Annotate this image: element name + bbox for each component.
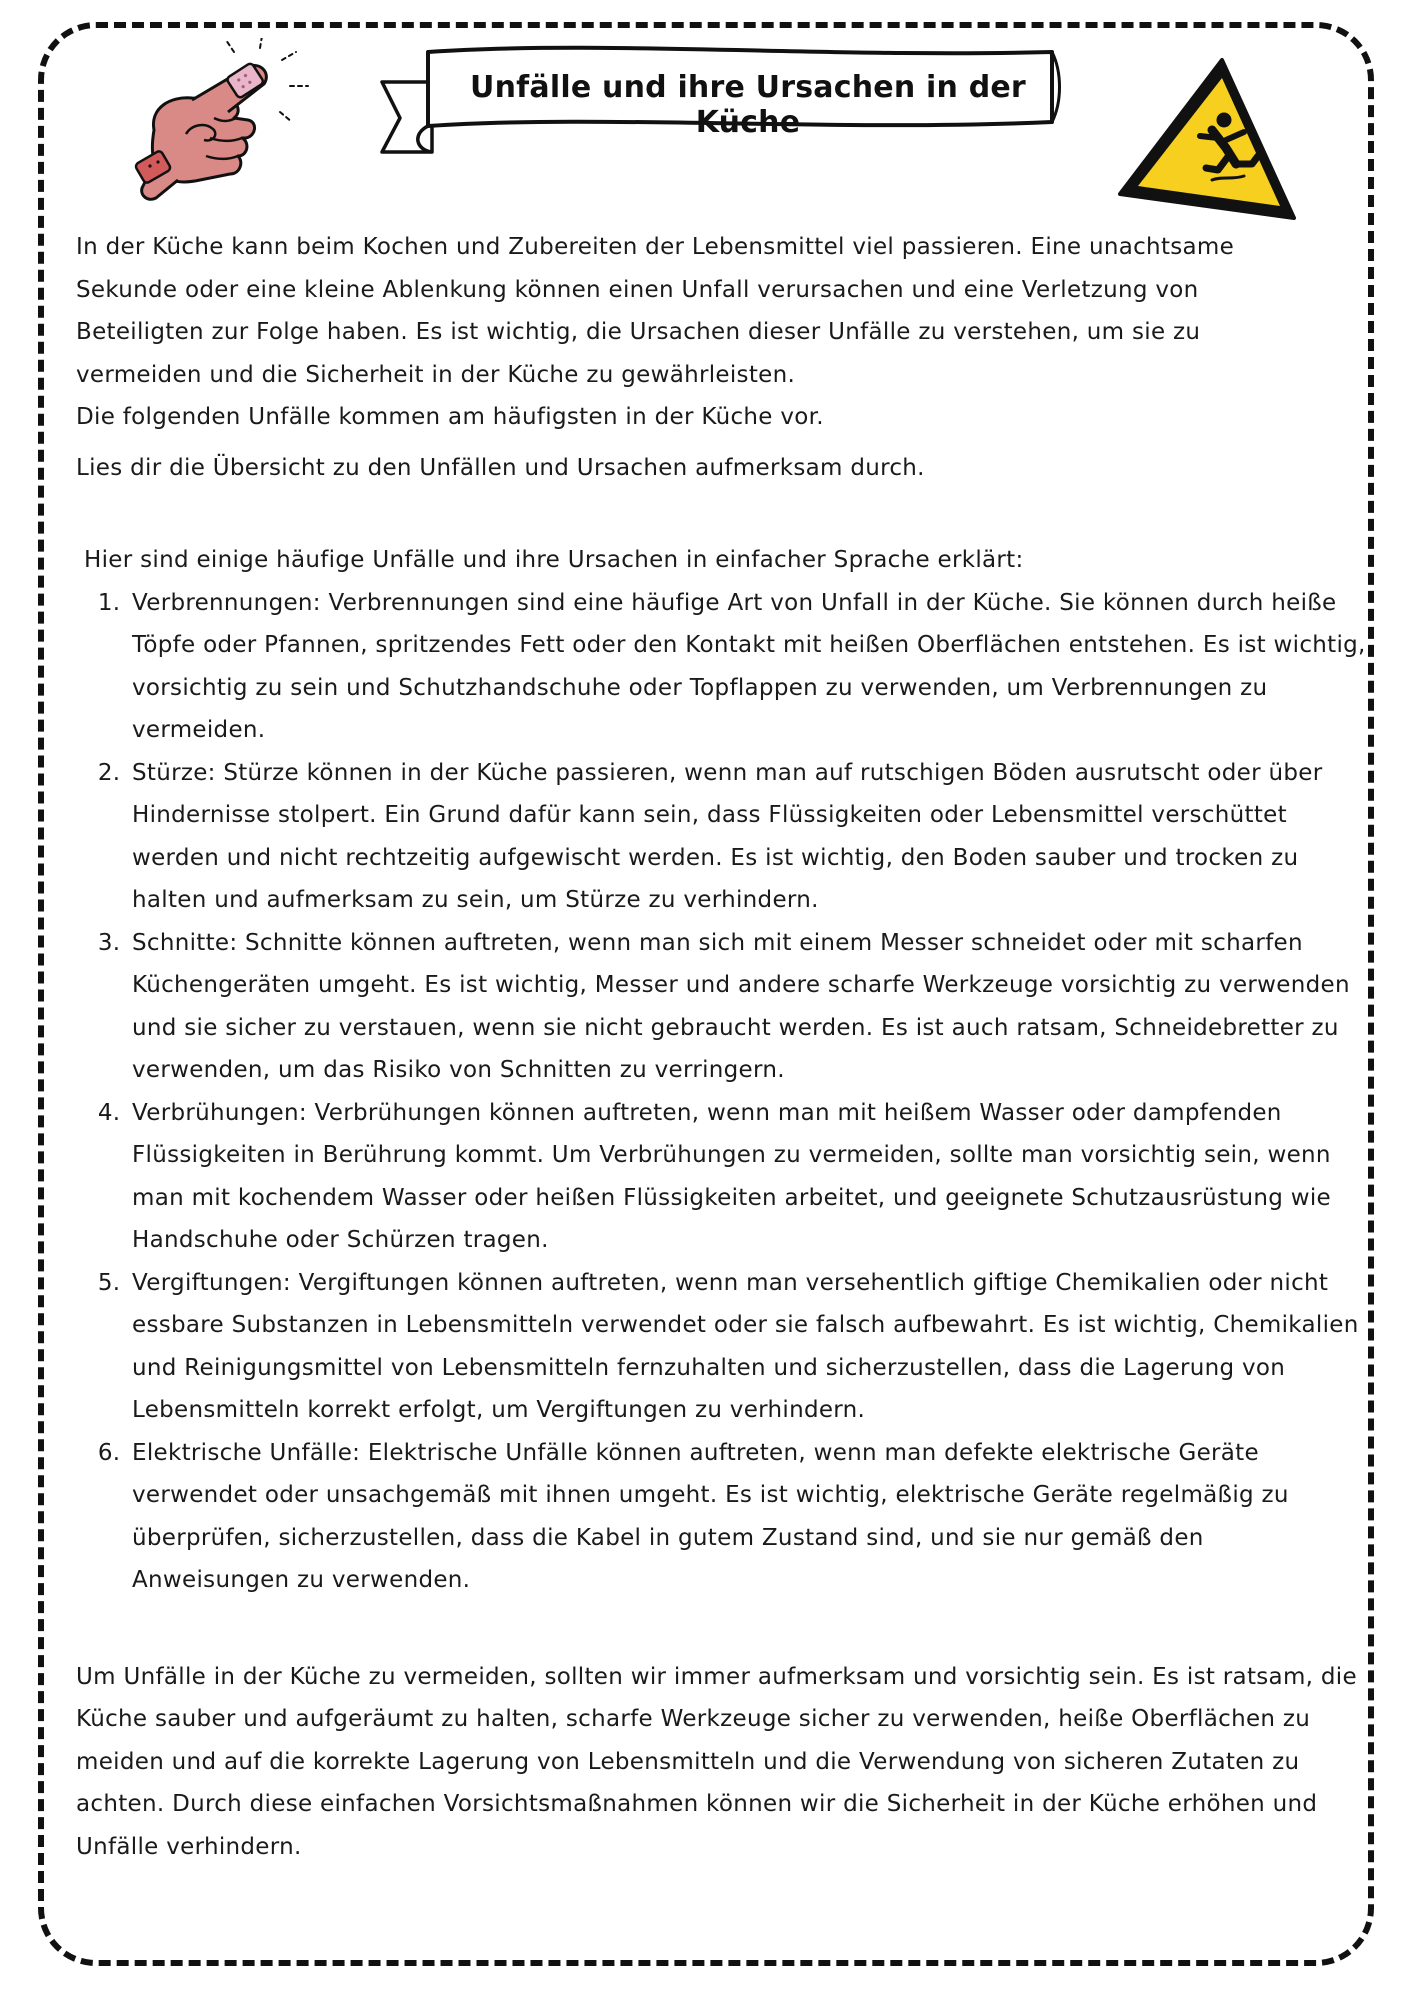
conclusion-paragraph: Um Unfälle in der Küche zu vermeiden, sollten wir immer aufmerksam und vorsichtig sein. Es ist ratsam, die Küche sauber und aufgeräumt zu halten, scharfe Werkzeuge sicher zu verwenden, heiße Oberflächen zu meiden und auf die korrekte Lagerung von Lebensmitteln und die Verwendung von sicheren Zutaten zu achten. Durch diese einfachen Vorsichtsmaßnahmen können wir die Sicherheit in der Küche erhöhen und Unfälle verhindern. (76, 1663, 1357, 1860)
list-item-verbrennungen: 1. Verbrennungen: Verbrennungen sind eine häufige Art von Unfall in der Küche. Sie können durch heiße Töpfe oder Pfannen, spritzendes Fett oder den Kontakt mit heißen Oberflächen entstehen. Es ist wichtig, vorsichtig zu sein und Schutzhandschuhe oder Topflappen zu verwenden, um Verbrennungen zu vermeiden. (128, 582, 1366, 752)
intro-line: Beteiligten zur Folge haben. Es ist wichtig, die Ursachen dieser Unfälle zu verstehen, um sie zu (76, 319, 1201, 345)
list-lead: Hier sind einige häufige Unfälle und ihre Ursachen in einfacher Sprache erklärt: (84, 547, 1024, 573)
accident-list (76, 582, 1366, 1602)
list-item-elektrische-unfaelle: 6. Elektrische Unfälle: Elektrische Unfälle können auftreten, wenn man defekte elektrische Geräte verwendet oder unsachgemäß mit ihnen umgeht. Es ist wichtig, elektrische Geräte regelmäßig zu überprüfen, sicherzustellen, dass die Kabel in gutem Zustand sind, und sie nur gemäß den Anweisungen zu verwenden. (128, 1432, 1366, 1602)
list-item-verbruehungen: 4. Verbrühungen: Verbrühungen können auftreten, wenn man mit heißem Wasser oder dampfenden Flüssigkeiten in Berührung kommt. Um Verbrühungen zu vermeiden, sollte man vorsichtig sein, wenn man mit kochendem Wasser oder heißen Flüssigkeiten arbeitet, und geeignete Schutzausrüstung wie Handschuhe oder Schürzen tragen. (128, 1092, 1366, 1262)
slippery-floor-warning-icon (1112, 52, 1302, 228)
page-title: Unfälle und ihre Ursachen in der Küche (470, 70, 1026, 140)
intro-line: In der Küche kann beim Kochen und Zubereiten der Lebensmittel viel passieren. Eine unachtsame (76, 234, 1235, 260)
intro-line: Sekunde oder eine kleine Ablenkung können einen Unfall verursachen und eine Verletzung von (76, 276, 1199, 303)
instruction-text: Lies dir die Übersicht zu den Unfällen und Ursachen aufmerksam durch. (76, 454, 925, 481)
list-item-schnitte: 3. Schnitte: Schnitte können auftreten, wenn man sich mit einem Messer schneidet oder mit scharfen Küchengeräten umgeht. Es ist wichtig, Messer und andere scharfe Werkzeuge vorsichtig zu verwenden und sie sicher zu verstauen, wenn sie nicht gebraucht werden. Es ist auch ratsam, Schneidebretter zu verwenden, um das Risiko von Schnitten zu verringern. (128, 922, 1366, 1092)
worksheet-body (76, 226, 1366, 1868)
intro-line: vermeiden und die Sicherheit in der Küche zu gewährleisten. (76, 361, 796, 388)
intro-line: Die folgenden Unfälle kommen am häufigsten in der Küche vor. (76, 404, 824, 430)
bandaged-hand-icon (130, 38, 330, 218)
list-item-stuerze: 2. Stürze: Stürze können in der Küche passieren, wenn man auf rutschigen Böden ausrutscht oder über Hindernisse stolpert. Ein Grund dafür kann sein, dass Flüssigkeiten oder Lebensmittel verschüttet werden und nicht rechtzeitig aufgewischt werden. Es ist wichtig, den Boden sauber und trocken zu halten und aufmerksam zu sein, um Stürze zu verhindern. (128, 752, 1366, 922)
list-item-vergiftungen: 5. Vergiftungen: Vergiftungen können auftreten, wenn man versehentlich giftige Chemikalien oder nicht essbare Substanzen in Lebensmitteln verwendet oder sie falsch aufbewahrt. Es ist wichtig, Chemikalien und Reinigungsmittel von Lebensmitteln fernzuhalten und sicherzustellen, dass die Lagerung von Lebensmitteln korrekt erfolgt, um Vergiftungen zu verhindern. (128, 1262, 1366, 1432)
